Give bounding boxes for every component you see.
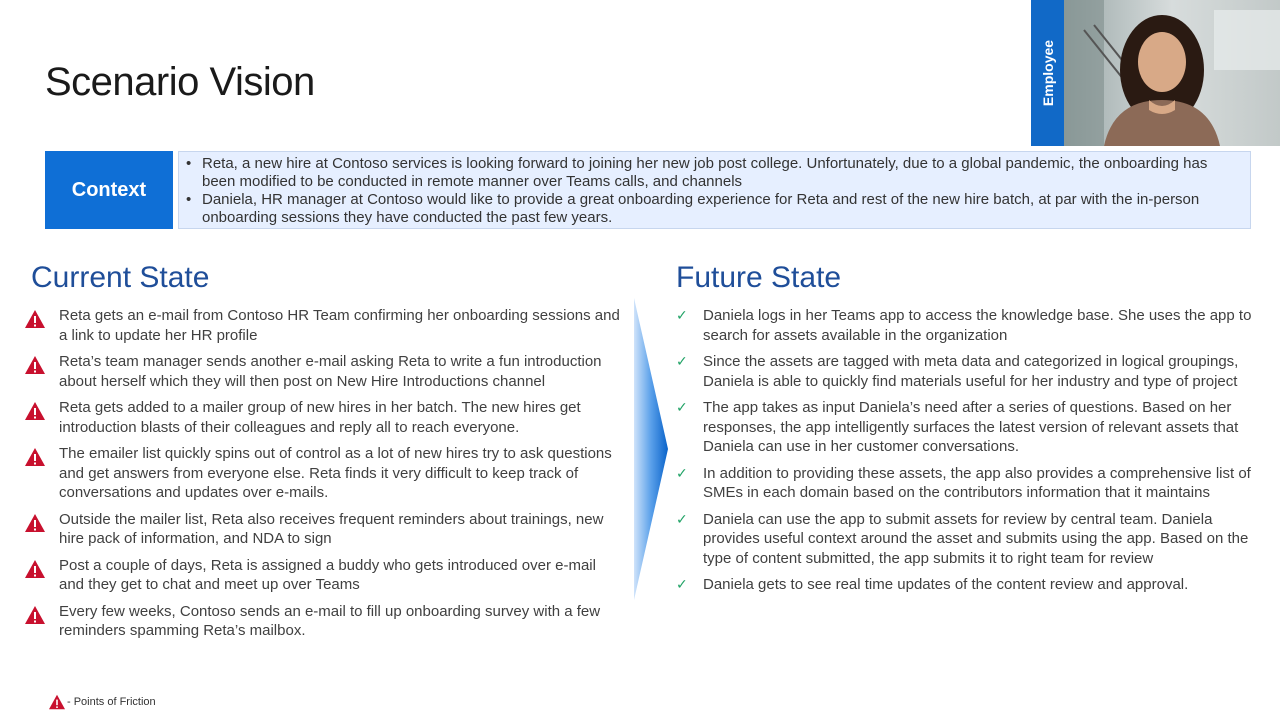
list-item-text: Reta gets added to a mailer group of new hires in her batch. The new hires get introduction blasts of their colleagues and reply all to reach everyone.: [59, 399, 581, 436]
list-item: [674, 575, 1260, 595]
list-item-text: Reta’s team manager sends another e-mail asking Reta to write a fun introduction about herself which they will then post on New Hire Introductions channel: [59, 353, 602, 390]
employee-band: [1031, 0, 1064, 146]
warning-icon: [24, 559, 46, 579]
list-item-text: In addition to providing these assets, the app also provides a comprehensive list of SMEs in each domain based on the contributors information that it maintains: [703, 464, 1251, 501]
list-item-text: Outside the mailer list, Reta also receives frequent reminders about trainings, new hire pack of information, and NDA to sign: [59, 510, 604, 547]
list-item: [24, 352, 624, 391]
list-item-text: The app takes as input Daniela’s need after a series of questions. Based on her responses, the app intelligently surfaces the latest version of relevant assets that Daniela can use in her customer conversations.: [703, 399, 1239, 455]
checkmark-icon: ✓: [676, 576, 688, 592]
list-item: [674, 398, 1260, 457]
warning-icon: [48, 694, 66, 710]
list-item: [24, 444, 624, 503]
checkmark-icon: ✓: [676, 510, 688, 527]
employee-label: Employee: [1039, 39, 1056, 107]
list-item: [24, 556, 624, 595]
list-item: [674, 510, 1260, 569]
checkmark-icon: ✓: [676, 353, 688, 369]
warning-icon: [24, 447, 46, 467]
warning-icon: [24, 401, 46, 421]
list-item-text: Every few weeks, Contoso sends an e-mail to fill up onboarding survey with a few reminders spamming Reta’s mailbox.: [59, 602, 601, 639]
list-item-text: Daniela gets to see real time updates of the content review and approval.: [703, 576, 1189, 593]
list-item: [24, 398, 624, 437]
warning-icon: [24, 605, 46, 625]
list-item: [24, 602, 624, 641]
page-title: Scenario Vision: [45, 60, 315, 104]
warning-icon: [24, 309, 46, 329]
warning-icon: [24, 355, 46, 375]
list-item-text: Daniela can use the app to submit assets for review by central team. Daniela provides useful context around the asset and submits using the app. Based on the type of content submitted, the app submits it to right team for review: [703, 510, 1249, 567]
future-state-list: [674, 306, 1260, 602]
employee-photo: [1064, 0, 1280, 146]
list-item: [24, 306, 624, 345]
context-bullet: • Reta, a new hire at Contoso services is looking forward to joining her new job post college. Unfortunately, due to a global pandemic, the onboarding has been modified to be conducted in remote manner over Teams calls, and channels: [183, 155, 1242, 191]
list-item: [674, 464, 1260, 503]
list-item-text: Reta gets an e-mail from Contoso HR Team confirming her onboarding sessions and a link to update her HR profile: [59, 307, 620, 344]
context-bullet: • Daniela, HR manager at Contoso would like to provide a great onboarding experience for Reta and rest of the new hire batch, at par with the in-person onboarding sessions they have conducted the past few years.: [183, 191, 1242, 227]
context-panel: [178, 151, 1251, 229]
list-item-text: Post a couple of days, Reta is assigned a buddy who gets introduced over e-mail and they get to chat and meet up over Teams: [59, 556, 596, 593]
warning-icon: [24, 513, 46, 533]
current-state-title: Current State: [31, 261, 210, 294]
list-item: [674, 352, 1260, 391]
checkmark-icon: ✓: [676, 399, 688, 415]
future-state-title: Future State: [676, 261, 842, 294]
checkmark-icon: ✓: [676, 307, 688, 323]
context-label: Context: [45, 151, 173, 229]
checkmark-icon: ✓: [676, 464, 688, 481]
list-item-text: The emailer list quickly spins out of control as a lot of new hires try to ask questions and get answers from everyone else. Reta finds it very difficult to keep track of conversations and updates over e-mails.: [59, 445, 612, 501]
chevron-arrow-icon: [634, 298, 668, 600]
current-state-list: [24, 306, 624, 648]
list-item-text: Since the assets are tagged with meta data and categorized in logical groupings, Daniela is able to quickly find materials useful for her industry and type of project: [703, 353, 1239, 390]
legend: [48, 694, 156, 710]
list-item: [24, 510, 624, 549]
list-item: [674, 306, 1260, 345]
legend-text: - Points of Friction: [67, 696, 156, 708]
list-item-text: Daniela logs in her Teams app to access the knowledge base. She uses the app to search for assets available in the organization: [703, 307, 1252, 344]
